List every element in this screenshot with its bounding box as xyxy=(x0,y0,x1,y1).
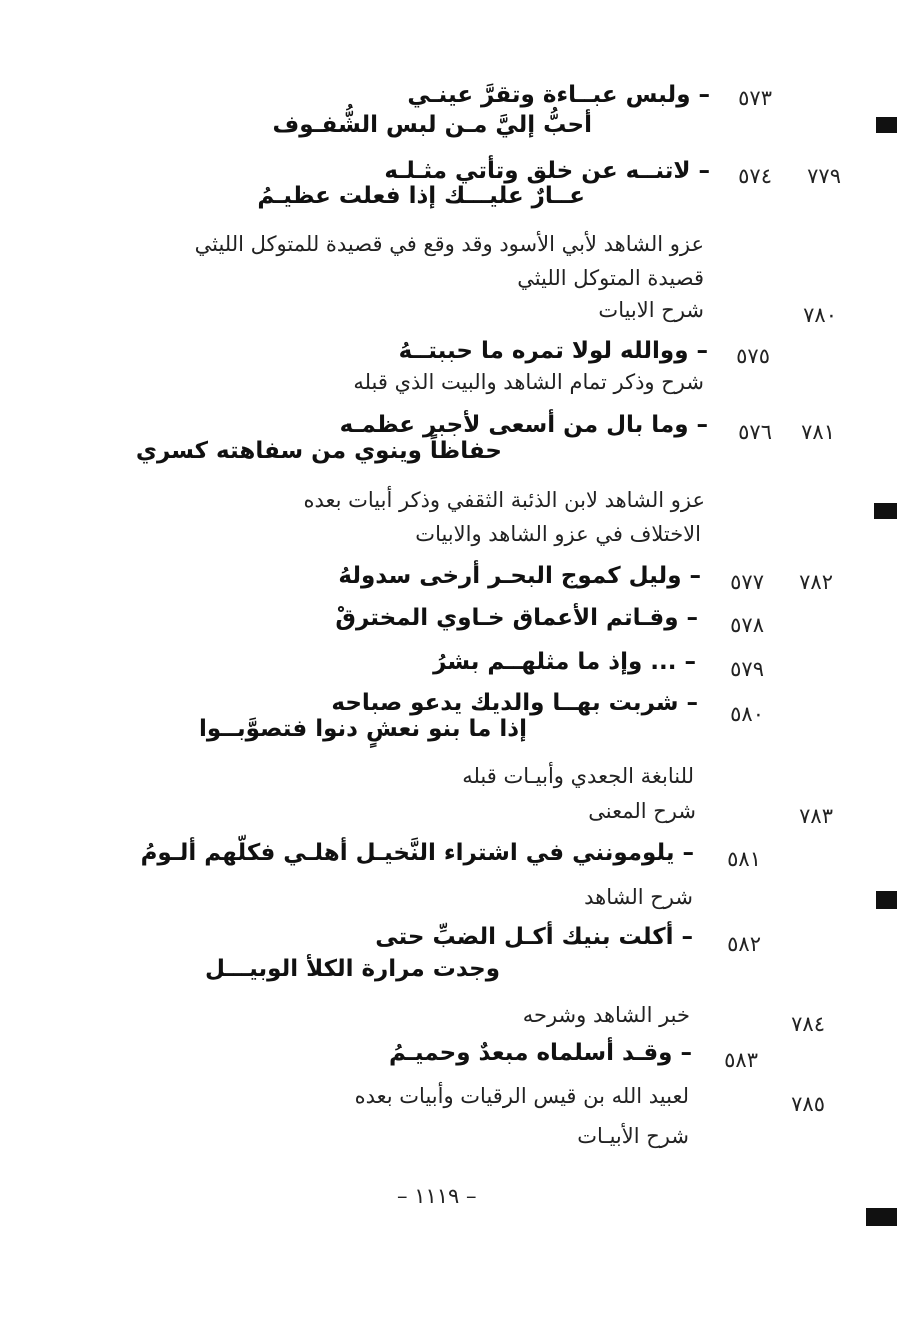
verse-line: إذا ما بنو نعشٍ دنوا فتصوَّبــوا xyxy=(199,716,527,742)
commentary-line: شرح الابيات xyxy=(598,298,704,322)
verse-number: ٥٧٣ xyxy=(738,86,772,110)
verse-line: – وقـد أسلماه مبعدٌ وحميـمُ xyxy=(388,1040,692,1066)
commentary-line: للنابغة الجعدي وأبيـات قبله xyxy=(462,764,694,788)
scan-mark xyxy=(876,117,897,133)
verse-number: ٥٧٤ xyxy=(738,164,772,188)
commentary-line: عزو الشاهد لأبي الأسود وقد وقع في قصيدة للمتوكل الليثي xyxy=(194,232,704,256)
page-reference: ٧٧٩ xyxy=(807,164,841,188)
verse-number: ٥٨٠ xyxy=(730,702,764,726)
page-number: – ١١١٩ – xyxy=(397,1184,477,1208)
verse-line: – ووالله لولا تمره ما حببتــهُ xyxy=(398,338,708,364)
verse-number: ٥٧٩ xyxy=(730,657,764,681)
verse-number: ٥٧٧ xyxy=(730,570,764,594)
commentary-line: شرح المعنى xyxy=(588,799,696,823)
scan-mark xyxy=(876,891,897,909)
verse-line: – وما بال من أسعى لأجبر عظمـه xyxy=(339,412,708,438)
commentary-line: خبر الشاهد وشرحه xyxy=(522,1003,690,1027)
verse-number: ٥٧٥ xyxy=(736,344,770,368)
verse-number: ٥٧٦ xyxy=(738,420,772,444)
page-reference: ٧٨٣ xyxy=(799,804,833,828)
verse-number: ٥٨١ xyxy=(727,847,761,871)
scan-mark xyxy=(874,503,897,519)
commentary-line: شرح الشاهد xyxy=(584,885,693,909)
commentary-line: شرح الأبيـات xyxy=(577,1124,689,1148)
verse-line: حفاظاً وينوي من سفاهته كسري xyxy=(135,438,502,464)
verse-line: عــارٌ عليـــك إذا فعلت عظيـمُ xyxy=(257,183,585,209)
verse-line: – لاتنــه عن خلق وتأتي مثـلـه xyxy=(384,158,710,184)
commentary-line: عزو الشاهد لابن الذئبة الثقفي وذكر أبيات بعده xyxy=(303,488,705,512)
commentary-line: شرح وذكر تمام الشاهد والبيت الذي قبله xyxy=(353,370,704,394)
verse-line: – شربت بهــا والديك يدعو صباحه xyxy=(331,690,698,716)
verse-number: ٥٧٨ xyxy=(730,613,764,637)
verse-line: أحبُّ إليَّ مـن لبس الشُّفـوف xyxy=(272,112,592,138)
verse-line: – ... وإذ ما مثلهــم بشرُ xyxy=(433,649,696,675)
verse-line: – وقـاتم الأعماق خـاوي المخترقْ xyxy=(335,605,698,631)
scan-mark xyxy=(866,1208,897,1226)
page-reference: ٧٨٢ xyxy=(799,570,833,594)
verse-line: – ولبس عبــاءة وتقرَّ عينـي xyxy=(407,82,710,108)
verse-line: – وليل كموج البحـر أرخى سدولهُ xyxy=(338,563,701,589)
page-reference: ٧٨٥ xyxy=(791,1092,825,1116)
commentary-line: قصيدة المتوكل الليثي xyxy=(517,266,704,290)
verse-line: وجدت مرارة الكلأ الوبيـــل xyxy=(205,956,500,982)
commentary-line: لعبيد الله بن قيس الرقيات وأبيات بعده xyxy=(354,1084,689,1108)
page-reference: ٧٨١ xyxy=(801,420,835,444)
verse-number: ٥٨٣ xyxy=(724,1048,758,1072)
verse-line: – أكلت بنيك أكـل الضبِّ حتى xyxy=(375,924,693,950)
verse-number: ٥٨٢ xyxy=(727,932,761,956)
page-reference: ٧٨٤ xyxy=(791,1012,825,1036)
commentary-line: الاختلاف في عزو الشاهد والابيات xyxy=(415,522,701,546)
page-reference: ٧٨٠ xyxy=(803,303,837,327)
verse-line: – يلومونني في اشتراء النَّخيـل أهلـي فكلّهم ألـومُ xyxy=(140,840,694,866)
